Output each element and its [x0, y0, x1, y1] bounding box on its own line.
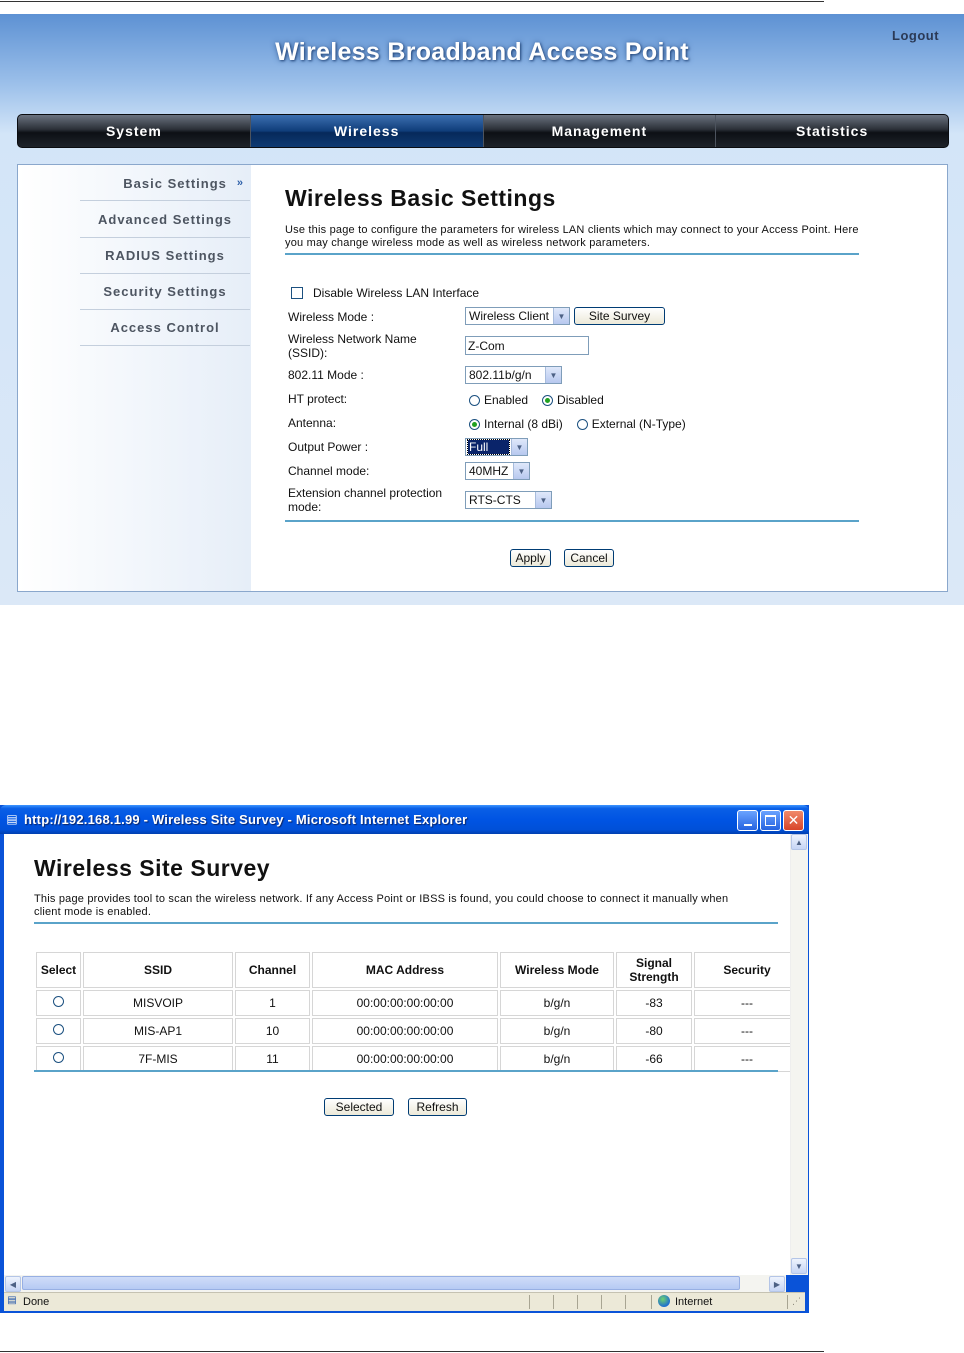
chevron-down-icon: ▼: [513, 463, 529, 479]
status-divider: [601, 1295, 602, 1309]
disable-wlan-checkbox[interactable]: [291, 287, 303, 299]
table-row: [36, 1046, 800, 1072]
chevron-down-icon: ▼: [553, 308, 569, 324]
sidebar-item-advanced-settings[interactable]: Advanced Settings: [80, 202, 250, 238]
signal-cell: -66: [616, 1046, 692, 1072]
antenna-control: [469, 417, 686, 431]
nav-management[interactable]: Management: [484, 115, 717, 147]
nav-statistics[interactable]: Statistics: [796, 123, 869, 139]
ap-banner-title: Wireless Broadband Access Point: [275, 38, 689, 66]
ie-window-title: http://192.168.1.99 - Wireless Site Survey - Microsoft Internet Explorer: [24, 812, 468, 827]
antenna-internal-radio[interactable]: [469, 419, 480, 430]
disable-wlan-label: Disable Wireless LAN Interface: [313, 286, 480, 300]
scroll-left-icon[interactable]: ◀: [5, 1276, 21, 1292]
wireless-mode-control: [465, 307, 665, 325]
ext-protection-select[interactable]: [465, 491, 552, 509]
mac-cell: 00:00:00:00:00:00: [312, 1046, 498, 1072]
channel-mode-value: 40MHZ: [469, 464, 509, 478]
main-nav: [17, 114, 949, 148]
content-panel: [17, 164, 948, 592]
mode-control: [465, 366, 562, 384]
signal-cell: -80: [616, 1018, 692, 1044]
col-channel: Channel: [235, 952, 310, 988]
chevron-down-icon: ▼: [535, 492, 551, 508]
divider: [34, 1070, 778, 1072]
signal-cell: -83: [616, 990, 692, 1016]
ie-titlebar[interactable]: [0, 805, 809, 834]
channel-mode-control: [465, 462, 530, 480]
bottom-rule: [0, 1351, 824, 1352]
ht-disabled-label: Disabled: [557, 393, 604, 407]
mode-cell: b/g/n: [500, 1046, 614, 1072]
ssid-label: Wireless Network Name (SSID):: [288, 332, 417, 360]
ssid-cell: MIS-AP1: [83, 1018, 233, 1044]
mode-cell: b/g/n: [500, 990, 614, 1016]
double-chevron-right-icon: »: [236, 177, 244, 189]
channel-mode-select[interactable]: [465, 462, 530, 480]
page-done-icon: ▤: [7, 1295, 17, 1306]
status-divider: [625, 1295, 626, 1309]
select-radio[interactable]: [53, 1052, 64, 1063]
antenna-external-radio[interactable]: [577, 419, 588, 430]
col-security: Security: [694, 952, 800, 988]
sidebar-item-label: Basic Settings: [123, 175, 227, 191]
status-divider: [787, 1295, 788, 1309]
sidebar-item-security-settings[interactable]: Security Settings: [80, 274, 250, 310]
ht-enabled-radio[interactable]: [469, 395, 480, 406]
ext-protection-label: Extension channel protection mode:: [288, 486, 443, 514]
table-row: [36, 1018, 800, 1044]
scroll-thumb[interactable]: [22, 1276, 740, 1290]
select-cell: [36, 1018, 81, 1044]
scroll-right-icon[interactable]: ▶: [769, 1276, 785, 1292]
wireless-mode-select[interactable]: [465, 307, 570, 325]
select-radio[interactable]: [53, 996, 64, 1007]
scroll-up-icon[interactable]: ▲: [791, 834, 807, 850]
col-wireless-mode: Wireless Mode: [500, 952, 614, 988]
output-power-label: Output Power :: [288, 440, 369, 454]
security-cell: ---: [694, 1018, 800, 1044]
page-description: Use this page to configure the parameters for wireless LAN clients which may connect to your Access Point. Here you may change wireless mode as well as wireless network parameters.: [285, 224, 859, 249]
col-signal-strength: Signal Strength: [616, 952, 692, 988]
antenna-label: Antenna:: [288, 416, 337, 430]
nav-wireless[interactable]: Wireless: [251, 115, 484, 147]
ht-protect-control: [469, 393, 604, 407]
select-radio[interactable]: [53, 1024, 64, 1035]
mode-select[interactable]: [465, 366, 562, 384]
ht-enabled-label: Enabled: [484, 393, 529, 407]
output-power-control: [465, 438, 528, 456]
channel-cell: 11: [235, 1046, 310, 1072]
mode-cell: b/g/n: [500, 1018, 614, 1044]
mac-cell: 00:00:00:00:00:00: [312, 990, 498, 1016]
divider: [285, 520, 859, 522]
close-icon: ✕: [787, 812, 800, 828]
table-header-row: [36, 952, 800, 988]
ssid-cell: MISVOIP: [83, 990, 233, 1016]
ie-page-icon: ▤: [6, 812, 18, 826]
ie-content: [4, 834, 805, 1275]
antenna-external-label: External (N-Type): [591, 417, 686, 431]
col-select: Select: [36, 952, 81, 988]
minimize-icon: [744, 824, 752, 826]
sidebar: [18, 165, 251, 591]
chevron-down-icon: ▼: [545, 367, 561, 383]
channel-cell: 10: [235, 1018, 310, 1044]
page-description: This page provides tool to scan the wireless network. If any Access Point or IBSS is found, you could choose to connect it manually when client mode is enabled.: [34, 893, 729, 918]
close-button[interactable]: [783, 810, 804, 831]
ie-window: [0, 805, 809, 1313]
ht-disabled-radio[interactable]: [542, 395, 553, 406]
globe-icon: [658, 1295, 670, 1307]
col-ssid: SSID: [83, 952, 233, 988]
mode-label: 802.11 Mode :: [288, 368, 364, 382]
col-mac: MAC Address: [312, 952, 498, 988]
minimize-button[interactable]: [737, 810, 758, 831]
status-divider: [553, 1295, 554, 1309]
channel-mode-label: Channel mode:: [288, 464, 370, 478]
divider: [285, 253, 859, 255]
channel-cell: 1: [235, 990, 310, 1016]
output-power-select[interactable]: [465, 438, 528, 456]
page-title: Wireless Site Survey: [34, 855, 271, 881]
sidebar-item-access-control[interactable]: Access Control: [80, 310, 250, 346]
antenna-internal-label: Internal (8 dBi): [484, 417, 563, 431]
security-cell: ---: [694, 1046, 800, 1072]
apply-button[interactable]: Apply: [510, 549, 551, 567]
wireless-mode-label: Wireless Mode :: [288, 310, 375, 324]
refresh-button[interactable]: Refresh: [408, 1098, 467, 1116]
sidebar-item-radius-settings[interactable]: RADIUS Settings: [80, 238, 250, 274]
page-title: Wireless Basic Settings: [285, 185, 556, 211]
output-power-value: Full: [468, 440, 509, 454]
scroll-down-icon[interactable]: ▼: [791, 1258, 807, 1274]
maximize-button[interactable]: [760, 810, 781, 831]
mac-cell: 00:00:00:00:00:00: [312, 1018, 498, 1044]
status-divider: [651, 1295, 652, 1309]
maximize-icon: [765, 815, 776, 826]
status-bar: [4, 1292, 805, 1311]
select-cell: [36, 990, 81, 1016]
ssid-cell: 7F-MIS: [83, 1046, 233, 1072]
select-cell: [36, 1046, 81, 1072]
wireless-mode-value: Wireless Client: [469, 309, 550, 323]
mode-value: 802.11b/g/n: [469, 368, 532, 382]
ht-protect-label: HT protect:: [288, 392, 348, 406]
vertical-scrollbar[interactable]: [790, 834, 808, 1275]
logout-link[interactable]: Logout: [892, 28, 940, 43]
site-survey-table: [34, 950, 802, 1074]
status-divider: [529, 1295, 530, 1309]
resize-grip-icon[interactable]: ⋰: [792, 1296, 801, 1306]
status-text: Done: [23, 1296, 50, 1308]
ext-protection-control: [465, 491, 552, 509]
ext-protection-value: RTS-CTS: [469, 493, 521, 507]
ssid-control: [465, 336, 589, 355]
sidebar-item-basic-settings[interactable]: [80, 166, 250, 201]
chevron-down-icon: ▼: [511, 439, 527, 455]
status-divider: [577, 1295, 578, 1309]
divider: [34, 922, 778, 924]
security-cell: ---: [694, 990, 800, 1016]
horizontal-scrollbar[interactable]: [4, 1275, 786, 1292]
selected-button[interactable]: Selected: [324, 1098, 394, 1116]
top-rule: [0, 1, 824, 2]
table-row: [36, 990, 800, 1016]
disable-wlan-row: [291, 286, 479, 300]
cancel-button[interactable]: Cancel: [564, 549, 614, 567]
nav-system[interactable]: System: [18, 115, 251, 147]
ap-web-ui: [0, 14, 964, 605]
site-survey-button[interactable]: Site Survey: [574, 307, 665, 325]
ssid-input[interactable]: Z-Com: [465, 336, 589, 355]
zone-text: Internet: [675, 1296, 713, 1308]
